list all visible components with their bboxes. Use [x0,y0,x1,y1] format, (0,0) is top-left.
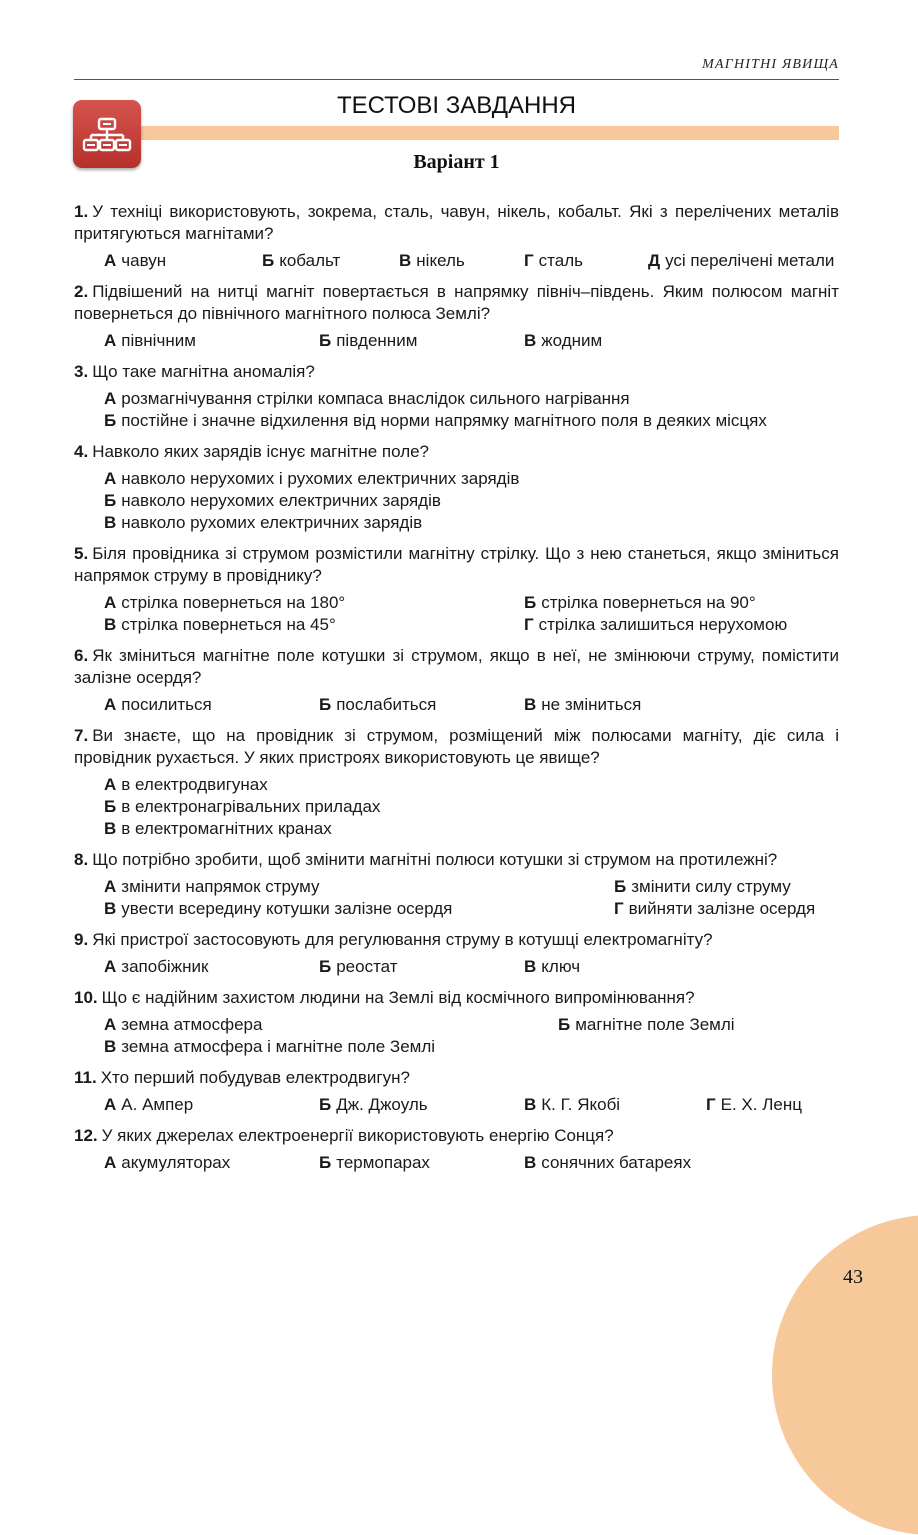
option-letter: А [104,1095,117,1114]
question-body: Які пристрої застосовують для регулювання струму в котушці електромагніту? [92,930,713,949]
answer-option [262,250,340,272]
option-letter: Б [104,491,117,510]
answer-option [104,1036,435,1058]
option-text: навколо нерухомих електричних зарядів [121,491,441,510]
answer-options [74,956,839,978]
answer-option [104,796,380,818]
option-letter: В [104,899,117,918]
question-11 [74,1067,839,1116]
option-row [104,1014,839,1036]
option-letter: Б [319,1095,332,1114]
option-row [104,1152,839,1174]
option-text: сталь [538,251,583,270]
page-number: 43 [843,1266,863,1288]
option-row [104,410,839,432]
option-text: в електронагрівальних приладах [121,797,381,816]
option-letter: Б [319,331,332,350]
question-text [74,1125,839,1147]
option-letter: А [104,251,117,270]
answer-option [104,410,767,432]
option-letter: Г [524,615,534,634]
option-letter: Б [319,957,332,976]
question-number: 4. [74,442,89,461]
answer-option [104,956,208,978]
answer-option [104,818,332,840]
answer-option [319,956,398,978]
option-letter: А [104,775,117,794]
option-letter: В [524,1153,537,1172]
answer-option [104,330,196,352]
answer-option [104,1152,230,1174]
option-letter: Б [262,251,275,270]
question-number: 7. [74,726,89,745]
option-letter: Г [614,899,624,918]
question-body: Біля провідника зі струмом розмістили магнітну стрілку. Що з нею станеться, якщо зміниться напрямок струму в провіднику? [74,544,839,585]
question-8 [74,849,839,920]
option-text: навколо рухомих електричних зарядів [121,513,423,532]
answer-option [104,512,422,534]
answer-option [648,250,834,272]
option-row [104,592,839,614]
option-text: стрілка повернеться на 180° [121,593,346,612]
question-body: Що таке магнітна аномалія? [92,362,315,381]
answer-option [104,876,320,898]
answer-options [74,592,839,636]
question-body: Ви знаєте, що на провідник зі струмом, розміщений між полюсами магніту, діє сила і провідник рухається. У яких пристроях використовують це явище? [74,726,839,767]
option-row [104,1036,839,1058]
question-4 [74,441,839,534]
option-text: послабиться [336,695,437,714]
answer-options [74,1152,839,1174]
question-number: 5. [74,544,89,563]
answer-option [319,1094,428,1116]
option-text: південним [336,331,418,350]
option-text: увести всередину котушки залізне осердя [121,899,453,918]
answer-options [74,330,839,352]
question-2 [74,281,839,352]
option-letter: А [104,389,117,408]
answer-option [104,898,452,920]
option-letter: В [104,513,117,532]
answer-option [399,250,465,272]
header-rule [74,79,839,80]
answer-option [104,1014,262,1036]
option-text: земна атмосфера і магнітне поле Землі [121,1037,436,1056]
option-text: К. Г. Якобі [541,1095,621,1114]
option-text: земна атмосфера [121,1015,263,1034]
option-text: стрілка залишиться нерухомою [538,615,788,634]
question-text [74,645,839,689]
option-letter: В [524,1095,537,1114]
option-letter: В [524,957,537,976]
option-letter: Б [614,877,627,896]
answer-option [319,694,436,716]
option-text: змінити напрямок струму [121,877,320,896]
question-1 [74,201,839,272]
page-corner-decoration [772,1215,918,1535]
answer-option [104,468,519,490]
question-body: У яких джерелах електроенергії використовують енергію Сонця? [101,1126,614,1145]
option-letter: А [104,877,117,896]
answer-option [104,592,345,614]
option-letter: Д [648,251,661,270]
option-letter: Б [104,411,117,430]
question-text [74,543,839,587]
answer-option [524,330,602,352]
answer-option [104,1094,193,1116]
option-text: нікель [416,251,465,270]
option-text: вийняти залізне осердя [628,899,816,918]
question-text [74,441,839,463]
question-body: Як зміниться магнітне поле котушки зі струмом, якщо в неї, не змінюючи струму, помістити залізне осердя? [74,646,839,687]
answer-options [74,1014,839,1058]
option-row [104,694,839,716]
question-12 [74,1125,839,1174]
title-accent-band [140,126,839,140]
question-number: 2. [74,282,89,301]
option-letter: Г [524,251,534,270]
option-text: північним [121,331,196,350]
question-text [74,281,839,325]
question-5 [74,543,839,636]
question-7 [74,725,839,840]
option-letter: А [104,469,117,488]
option-letter: А [104,957,117,976]
option-letter: Г [706,1095,716,1114]
answer-option [706,1094,802,1116]
section-title: ТЕСТОВІ ЗАВДАННЯ [336,92,577,119]
option-text: сонячних батареях [541,1153,692,1172]
answer-option [524,1094,620,1116]
option-text: ключ [541,957,581,976]
question-text [74,361,839,383]
option-text: чавун [121,251,167,270]
question-3 [74,361,839,432]
option-text: А. Ампер [121,1095,194,1114]
option-letter: А [104,331,117,350]
question-number: 3. [74,362,89,381]
answer-option [319,330,417,352]
option-text: посилиться [121,695,212,714]
option-text: запобіжник [121,957,209,976]
question-text [74,1067,839,1089]
option-letter: А [104,695,117,714]
option-text: Дж. Джоуль [336,1095,428,1114]
answer-options [74,250,839,272]
answer-option [614,876,791,898]
answer-options [74,468,839,534]
option-text: усі перелічені метали [665,251,835,270]
option-row [104,490,839,512]
question-6 [74,645,839,716]
question-text [74,987,839,1009]
answer-option [104,388,630,410]
question-body: Навколо яких зарядів існує магнітне поле? [92,442,430,461]
option-text: термопарах [336,1153,430,1172]
answer-options [74,1094,839,1116]
option-row [104,388,839,410]
answer-option [104,250,166,272]
question-text [74,929,839,951]
question-text [74,725,839,769]
option-row [104,796,839,818]
question-9 [74,929,839,978]
answer-option [524,956,580,978]
option-letter: А [104,1153,117,1172]
answer-option [104,490,441,512]
option-text: змінити силу струму [631,877,791,896]
variant-title: Варіант 1 [413,151,500,173]
option-row [104,818,839,840]
answer-option [558,1014,735,1036]
option-letter: Б [319,1153,332,1172]
option-text: акумуляторах [121,1153,231,1172]
question-number: 11. [74,1068,97,1087]
answer-option [524,1152,691,1174]
option-text: магнітне поле Землі [575,1015,735,1034]
question-body: Хто перший побудував електродвигун? [100,1068,410,1087]
option-text: стрілка повернеться на 45° [121,615,336,634]
question-number: 8. [74,850,89,869]
option-text: реостат [336,957,398,976]
option-letter: В [524,695,537,714]
question-number: 12. [74,1126,98,1145]
option-row [104,1094,839,1116]
option-text: Е. Х. Ленц [720,1095,802,1114]
option-letter: Б [524,593,537,612]
option-letter: В [104,819,117,838]
question-text [74,201,839,245]
question-list [74,201,839,1183]
option-row [104,876,839,898]
option-letter: Б [104,797,117,816]
option-text: в електромагнітних кранах [121,819,332,838]
answer-option [104,694,212,716]
question-number: 10. [74,988,98,1007]
option-row [104,614,839,636]
option-text: не зміниться [541,695,642,714]
option-row [104,774,839,796]
question-number: 1. [74,202,89,221]
answer-option [524,614,787,636]
option-text: жодним [541,331,603,350]
question-body: Що є надійним захистом людини на Землі від космічного випромінювання? [101,988,695,1007]
answer-option [524,250,583,272]
answer-option [614,898,815,920]
option-row [104,956,839,978]
answer-option [524,694,641,716]
question-number: 9. [74,930,89,949]
answer-options [74,694,839,716]
option-letter: Б [558,1015,571,1034]
option-letter: В [104,1037,117,1056]
answer-options [74,876,839,920]
option-letter: В [104,615,117,634]
option-text: постійне і значне відхилення від норми напрямку магнітного поля в деяких місцях [121,411,767,430]
option-letter: А [104,1015,117,1034]
option-row [104,512,839,534]
question-body: У техніці використовують, зокрема, сталь, чавун, нікель, кобальт. Які з перелічених металів притягуються магнітами? [74,202,839,243]
answer-options [74,774,839,840]
option-letter: В [399,251,412,270]
option-row [104,330,839,352]
option-text: в електродвигунах [121,775,268,794]
question-body: Що потрібно зробити, щоб змінити магнітні полюси котушки зі струмом на протилежні? [92,850,778,869]
option-text: стрілка повернеться на 90° [541,593,756,612]
option-letter: В [524,331,537,350]
option-row [104,250,839,272]
option-text: навколо нерухомих і рухомих електричних зарядів [121,469,520,488]
answer-option [524,592,756,614]
answer-option [104,614,336,636]
option-letter: Б [319,695,332,714]
question-text [74,849,839,871]
option-row [104,468,839,490]
question-number: 6. [74,646,89,665]
option-row [104,898,839,920]
option-text: кобальт [279,251,341,270]
answer-option [319,1152,430,1174]
answer-option [104,774,268,796]
question-body: Підвішений на нитці магніт повертається в напрямку північ–південь. Яким полюсом магніт повернеться до північного магнітного полюса Землі? [74,282,839,323]
option-letter: А [104,593,117,612]
answer-options [74,388,839,432]
option-text: розмагнічування стрілки компаса внаслідок сильного нагрівання [121,389,630,408]
question-10 [74,987,839,1058]
running-head: МАГНІТНІ ЯВИЩА [702,57,839,72]
